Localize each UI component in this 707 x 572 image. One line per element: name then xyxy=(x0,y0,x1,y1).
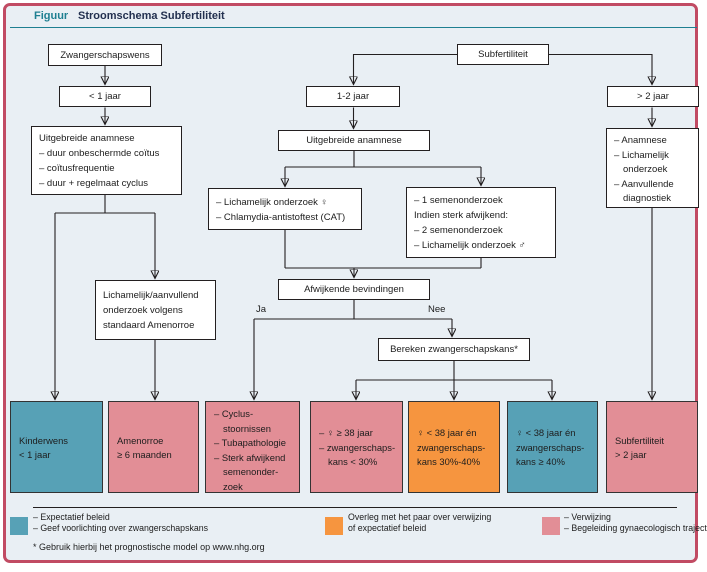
node-text: Zwangerschapswens xyxy=(60,49,150,61)
text-line: onderzoek volgens xyxy=(103,305,183,316)
text-line: ♀ < 38 jaar én xyxy=(417,427,477,439)
text-line: standaard Amenorroe xyxy=(103,320,195,331)
legend-item-verwijzing xyxy=(564,512,707,534)
text-line: ♀ < 38 jaar én xyxy=(516,427,576,439)
text-line: – Verwijzing xyxy=(564,512,611,522)
text-line: – Lichamelijk onderzoek ♀ xyxy=(216,197,328,208)
text-line: – Geef voorlichting over zwangerschapskans xyxy=(33,523,209,533)
outcome-amenorroe xyxy=(108,401,199,493)
text-line: – Anamnese xyxy=(614,135,667,146)
text-line: Subfertiliteit xyxy=(615,434,664,446)
node-zwangerschapswens xyxy=(48,44,162,66)
outcome-kinderwens xyxy=(10,401,103,493)
figure-title: Stroomschema Subfertiliteit xyxy=(78,10,225,22)
label-ja: Ja xyxy=(256,304,267,315)
node-uitgebreide-anamnese-midden xyxy=(278,130,430,151)
text-line: Lichamelijk/aanvullend xyxy=(103,290,199,301)
text-line: – Aanvullende xyxy=(614,178,674,190)
text-line: – Lichamelijk onderzoek ♂ xyxy=(414,240,526,251)
text-line: kans 30%-40% xyxy=(417,456,481,468)
outcome-vrouw-38plus-kans-onder-30 xyxy=(310,401,403,493)
legend-swatch-teal xyxy=(10,517,28,535)
text-line: – Tubapathologie xyxy=(214,437,286,448)
legend-separator xyxy=(33,507,677,508)
node-text: < 1 jaar xyxy=(89,91,121,102)
text-line: – Cyclus- xyxy=(214,408,254,419)
text-line: Kinderwens xyxy=(19,434,68,446)
text-line: semenonder- xyxy=(223,466,279,477)
text-line: – Lichamelijk xyxy=(614,149,669,161)
text-line: Uitgebreide anamnese xyxy=(39,133,135,144)
node-text: Subfertiliteit xyxy=(478,49,528,60)
text-line: > 2 jaar xyxy=(615,449,647,460)
outcome-vrouw-onder-38-kans-30-40 xyxy=(408,401,500,493)
text-line: ≥ 6 maanden xyxy=(117,449,172,460)
legend-item-expectatief xyxy=(33,512,208,534)
outcome-vrouw-onder-38-kans-40plus xyxy=(507,401,598,493)
text-line: Indien sterk afwijkend: xyxy=(414,210,508,221)
footnote: * Gebruik hierbij het prognostische model op www.nhg.org xyxy=(33,542,265,552)
node-1-2-jaar xyxy=(306,86,400,107)
node-langer-dan-2-jaar xyxy=(607,86,699,107)
text-line: zoek xyxy=(223,480,243,492)
text-line: stoornissen xyxy=(223,422,271,434)
text-line: onderzoek xyxy=(623,164,668,176)
text-line: – ♀ ≥ 38 jaar xyxy=(319,427,373,439)
text-line: – duur onbeschermde coïtus xyxy=(39,148,160,159)
text-line: kans ≥ 40% xyxy=(516,456,565,468)
legend-swatch-orange xyxy=(325,517,343,535)
node-subfertiliteit xyxy=(457,44,549,65)
node-text: Uitgebreide anamnese xyxy=(306,135,402,146)
text-line: zwangerschaps- xyxy=(516,441,585,453)
node-onderzoek-vrouw xyxy=(208,188,362,230)
text-line: Amenorroe xyxy=(117,434,164,446)
title-rule xyxy=(10,27,697,28)
text-line: diagnostiek xyxy=(623,193,672,205)
text-line: – coïtusfrequentie xyxy=(39,163,115,174)
text-line: – 1 semenonderzoek xyxy=(414,195,503,206)
text-line: – Sterk afwijkend xyxy=(214,451,286,463)
node-bereken-zwangerschapskans xyxy=(378,338,530,361)
node-korter-dan-1-jaar xyxy=(59,86,151,107)
label-nee: Nee xyxy=(428,304,446,315)
node-uitgebreide-anamnese-links xyxy=(31,126,182,195)
node-afwijkende-bevindingen xyxy=(278,279,430,300)
text-line: – Begeleiding gynaecologisch traject xyxy=(564,523,707,533)
node-amenorroe-onderzoek xyxy=(95,280,216,340)
node-semenonderzoek xyxy=(406,187,556,258)
node-text: > 2 jaar xyxy=(637,91,669,102)
legend-swatch-pink xyxy=(542,517,560,535)
node-text: Bereken zwangerschapskans* xyxy=(390,344,518,355)
text-line: Overleg met het paar over verwijzing xyxy=(348,512,492,522)
node-onderzoek-rechts xyxy=(606,128,699,208)
text-line: – Chlamydia-antistoftest (CAT) xyxy=(216,212,346,223)
text-line: < 1 jaar xyxy=(19,449,51,460)
legend-item-overleg xyxy=(348,512,491,534)
text-line: – zwangerschaps- xyxy=(319,441,396,453)
node-text: 1-2 jaar xyxy=(336,91,370,102)
text-line: – 2 semenonderzoek xyxy=(414,225,503,236)
text-line: – Expectatief beleid xyxy=(33,512,110,522)
figure-label: Figuur xyxy=(34,10,69,22)
node-text: Afwijkende bevindingen xyxy=(304,284,404,295)
outcome-cyclusstoornissen xyxy=(205,401,300,493)
text-line: zwangerschaps- xyxy=(417,441,486,453)
text-line: kans < 30% xyxy=(328,456,378,468)
outcome-subfertiliteit-2jaar xyxy=(606,401,698,493)
text-line: of expectatief beleid xyxy=(348,523,427,533)
text-line: – duur + regelmaat cyclus xyxy=(39,178,149,189)
